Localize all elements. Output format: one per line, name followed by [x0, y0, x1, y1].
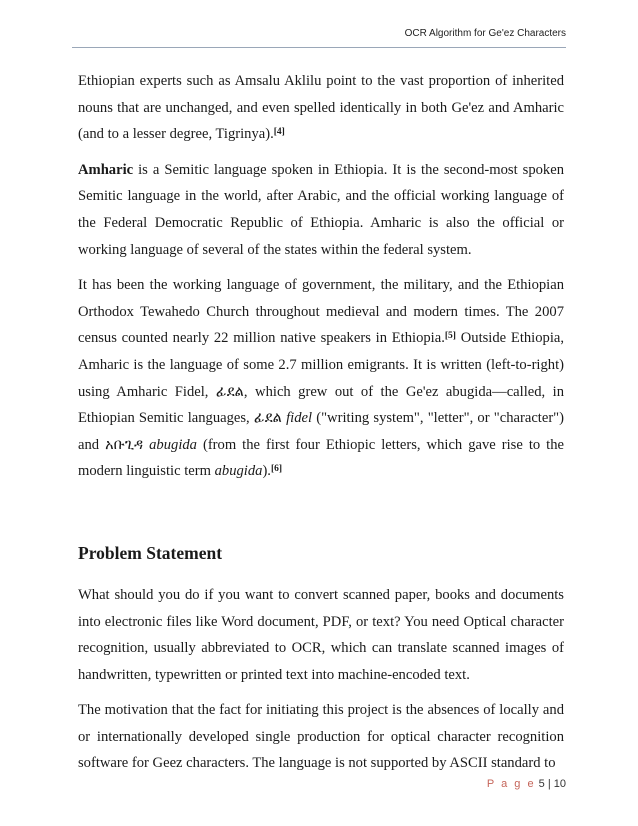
paragraph-text: Outside Ethiopia, Amharic is the language of some 2.7 million emigrants. It is written (left-to-right) using Amharic Fidel, ፊደል, which grew out of the Ge'ez abugida—called, in Ethiopian Semitic languages, — [78, 330, 564, 427]
page-footer — [487, 778, 566, 790]
paragraph-text: is a Semitic language spoken in Ethiopia. It is the second-most spoken Semitic language in the world, after Arabic, and the official working language of the Federal Democratic Republic of Ethiopia. Amharic is also the official or working language of several of the states within the federal system. — [78, 161, 564, 258]
paragraph-text: It has been the working language of government, the military, and the Ethiopian Orthodox Tewahedo Church throughout medieval and modern times. The 2007 census counted nearly 22 million native speakers in Ethiopia. — [78, 277, 564, 347]
header-rule — [72, 47, 566, 48]
paragraph-text: ). — [262, 463, 271, 480]
abugida-geez-word: አቡጊዳ — [105, 436, 150, 453]
abugida-linguistic-term: abugida — [214, 463, 263, 480]
paragraph-motivation: The motivation that the fact for initiating this project is the absences of locally and or internationally developed single production for optical character recognition software for Geez characters. The language is not supported by ASCII standard to — [78, 702, 564, 772]
page-label: P a g e — [486, 778, 536, 790]
page-separator: | — [547, 778, 551, 790]
fidel-geez-word: ፊደል — [253, 410, 287, 427]
page-total: 10 — [553, 778, 566, 790]
citation-link[interactable]: [5] — [444, 331, 456, 342]
running-header: OCR Algorithm for Ge'ez Characters — [404, 28, 566, 39]
fidel-term: fidel — [286, 410, 313, 427]
amharic-term: Amharic — [78, 161, 134, 178]
paragraph-text: ("writing system", "letter", or "character") and — [78, 410, 565, 453]
paragraph-text: Ethiopian experts such as Amsalu Aklilu point to the vast proportion of inherited nouns that are unchanged, and even spelled identically in both Ge'ez and Amharic (and to a lesser degree, Tigrinya). — [78, 73, 564, 143]
page-number: 5 — [538, 778, 545, 790]
paragraph-text: (from the first four Ethiopic letters, which gave rise to the modern linguistic term — [78, 436, 564, 480]
paragraph-amharic-history — [78, 272, 564, 485]
paragraph-amharic-intro — [78, 157, 564, 263]
abugida-term: abugida — [149, 436, 197, 453]
citation-link[interactable]: [6] — [270, 464, 283, 475]
paragraph-inherited-nouns — [78, 68, 564, 148]
section-heading: Problem Statement — [78, 542, 223, 563]
paragraph-ocr-question: What should you do if you want to convert scanned paper, books and documents into electronic files like Word document, PDF, or text? You need Optical character recognition, usually abbreviated to OCR, which can translate scanned images of handwritten, typewritten or printed text into machine-encoded text. — [78, 586, 564, 683]
document-body — [78, 68, 564, 786]
citation-link[interactable]: [4] — [273, 127, 285, 138]
